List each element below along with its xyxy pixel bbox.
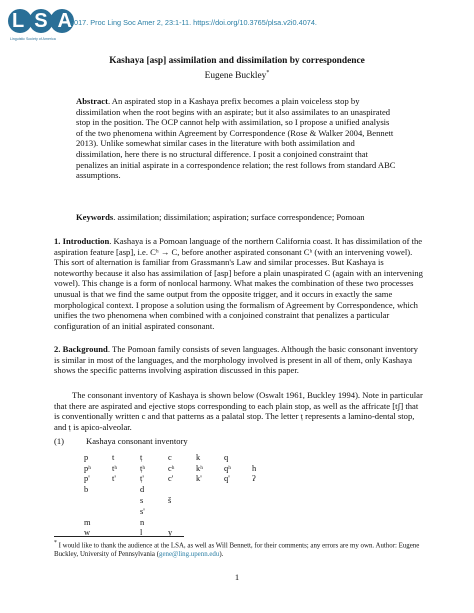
inventory-cell: [252, 452, 280, 463]
inventory-row: [84, 495, 280, 506]
inventory-cell: [252, 506, 280, 517]
logo-subtext: Linguistic Society of America: [10, 37, 56, 41]
inventory-cell: [84, 495, 112, 506]
inventory-cell: š: [168, 496, 172, 506]
citation-link[interactable]: 2017. Proc Ling Soc Amer 2, 23:1-11. https://doi.org/10.3765/plsa.v2i0.4074.: [70, 18, 317, 27]
author-email-link[interactable]: gene@ling.upenn.edu: [159, 550, 220, 558]
inventory-row: [84, 452, 280, 463]
inventory-cell: pʰ: [84, 463, 91, 473]
inventory-cell: [112, 495, 140, 506]
inventory-cell: [252, 528, 280, 539]
inventory-row: [84, 517, 280, 528]
abstract-text: . An aspirated stop in a Kashaya prefix becomes a plain voiceless stop by dissimilation when the root begins with an aspirate; but it also assimilates to an unaspirated stop in the position. The OCP cannot help with assimilation, so I propose a unified analysis of the two phenomena within Agreement by Correspondence (Rose & Walker 2004, Bennett 2013). Unlike somewhat similar cases in the literature with both assimilation and dissimilation, here there is no structural difference. I posit a conjoined constraint that penalizes an initial aspirate in a correspondence relation; the rest follows from standard ABC assumptions.: [76, 96, 396, 181]
inventory-cell: kʰ: [196, 463, 203, 473]
inventory-paragraph: The consonant inventory of Kashaya is shown below (Oswalt 1961, Buckley 1994). Note in particular that there are aspirated and ejective stops corresponding to each plain stop, as well as the affricate [tʃ] that is conventionally written c and that patterns as a palatal stop. The letter ṭ represents a lamino-dental stop, and ṭ is apico-alveolar.: [54, 390, 423, 432]
inventory-cell: w: [84, 528, 91, 538]
inventory-cell: [252, 484, 280, 495]
background-heading: 2. Background: [54, 344, 108, 354]
inventory-cell: [112, 517, 140, 528]
author-footnote-mark: *: [266, 70, 270, 76]
inventory-row: [84, 474, 280, 485]
inventory-cell: tʰ: [112, 463, 118, 473]
background-section: [54, 344, 424, 376]
inventory-cell: k: [196, 452, 201, 462]
inventory-cell: s': [140, 506, 145, 516]
inventory-cell: d: [140, 485, 145, 495]
consonant-inventory-table: [84, 452, 280, 538]
inventory-cell: [196, 517, 224, 528]
inventory-cell: [112, 484, 140, 495]
footnote-mark: *: [54, 540, 57, 546]
author-line: [0, 70, 474, 81]
inventory-cell: qʰ: [224, 463, 231, 473]
inventory-cell: p': [84, 474, 90, 484]
inventory-cell: [224, 506, 252, 517]
inventory-cell: [196, 484, 224, 495]
inventory-cell: [224, 517, 252, 528]
inventory-cell: t: [112, 452, 115, 462]
inventory-cell: ṭʰ: [140, 463, 146, 473]
inventory-cell: ṭ': [140, 474, 144, 484]
inventory-cell: [196, 506, 224, 517]
inventory-cell: n: [140, 517, 145, 527]
footnote-text: I would like to thank the audience at the LSA, as well as Will Bennett, for their comments; any errors are my own. Author: Eugene Buckley, University of Pennsylvania (: [54, 542, 420, 558]
inventory-cell: s: [140, 496, 144, 506]
inventory-cell: [224, 484, 252, 495]
inventory-cell: [84, 506, 112, 517]
inventory-cell: h: [252, 463, 257, 473]
inventory-cell: [196, 495, 224, 506]
footnote-close: ).: [219, 550, 224, 558]
inventory-cell: q: [224, 452, 229, 462]
inventory-cell: [252, 517, 280, 528]
logo-text: LSA: [12, 10, 82, 32]
inventory-cell: cʰ: [168, 463, 175, 473]
abstract-label: Abstract: [76, 96, 108, 106]
inventory-cell: l: [140, 528, 143, 538]
example-title: Kashaya consonant inventory: [86, 436, 188, 446]
introduction-section: [54, 236, 424, 331]
inventory-cell: c: [168, 452, 172, 462]
inventory-cell: ʔ: [252, 474, 256, 484]
inventory-cell: ṭ: [140, 452, 143, 462]
lsa-logo: [8, 6, 82, 46]
keywords-label: Keywords: [76, 212, 114, 222]
inventory-cell: [168, 506, 196, 517]
footnote-divider: [54, 536, 184, 537]
paper-title: Kashaya [asp] assimilation and dissimilation by correspondence: [109, 56, 365, 66]
page-header: [8, 6, 468, 46]
inventory-cell: [224, 495, 252, 506]
inventory-cell: t': [112, 474, 116, 484]
inventory-cell: p: [84, 452, 89, 462]
abstract: [76, 96, 398, 181]
example-number: (1): [54, 436, 65, 446]
inventory-cell: b: [84, 485, 89, 495]
footnote: [54, 539, 424, 559]
inventory-cell: m: [84, 517, 91, 527]
inventory-cell: [168, 517, 196, 528]
inventory-cell: q': [224, 474, 230, 484]
introduction-heading: 1. Introduction: [54, 236, 110, 246]
keywords-text: . assimilation; dissimilation; aspiration; surface correspondence; Pomoan: [113, 212, 365, 222]
author-name: Eugene Buckley: [204, 71, 267, 82]
inventory-cell: [196, 528, 224, 539]
background-text: . The Pomoan family consists of seven languages. Although the basic consonant inventory is similar in most of the languages, and the morphology involved is present in all of them, only Kashaya shows the specific patterns involving aspiration discussed in this paper.: [54, 344, 418, 376]
keywords: [76, 212, 416, 223]
introduction-text: . Kashaya is a Pomoan language of the northern California coast. It has dissimilation of the aspiration feature [asp], i.e. Cʰ → C, before another aspirated consonant Cʰ (with an intervening vowel). This sort of alternation is familiar from Grassmann's Law and similar processes. But Kashaya is noteworthy because it also has assimilation of [asp] before a plain unaspirated C (again with an intervening vowel). This change is a form of nonlocal harmony. What makes the combination of these two processes unusual is that we find the same output from the opposite trigger, and it occurs in exactly the same morphological context. I propose a solution using the formalism of Agreement by Correspondence, which unifies the two phenomena when combined with a conjoined constraint that penalizes a particular configuration of an initial aspirated consonant.: [54, 236, 423, 331]
page-number: 1: [234, 572, 240, 582]
inventory-cell: [252, 495, 280, 506]
inventory-row: [84, 484, 280, 495]
inventory-row: [84, 463, 280, 474]
inventory-cell: [112, 506, 140, 517]
inventory-cell: k': [196, 474, 202, 484]
inventory-cell: [224, 528, 252, 539]
inventory-row: [84, 506, 280, 517]
inventory-cell: y: [168, 528, 173, 538]
inventory-cell: [168, 484, 196, 495]
inventory-cell: c': [168, 474, 174, 484]
